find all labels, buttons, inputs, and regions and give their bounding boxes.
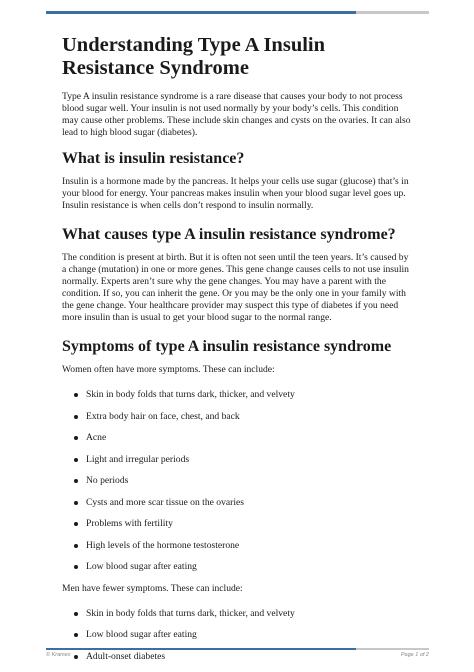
list-item xyxy=(62,411,414,423)
list-item xyxy=(62,475,414,487)
top-rule-accent xyxy=(46,11,356,14)
footer-rule-accent xyxy=(46,648,356,650)
section-heading-insulin-resistance: What is insulin resistance? xyxy=(62,150,245,167)
bullet-icon xyxy=(74,393,78,397)
list-item xyxy=(62,497,414,509)
bullet-icon xyxy=(74,458,78,462)
men-symptoms-lead: Men have fewer symptoms. These can include: xyxy=(62,582,243,594)
list-item xyxy=(62,608,414,620)
section-heading-causes: What causes type A insulin resistance syndrome? xyxy=(62,226,396,243)
page-footer xyxy=(46,652,429,662)
list-item-text: Adult-onset diabetes xyxy=(86,650,166,662)
bullet-icon xyxy=(74,479,78,483)
list-item xyxy=(62,561,414,573)
section-text-causes: The condition is present at birth. But it is often not seen until the teen years. It’s caused by a change (mutation) in one or more genes. This gene change causes cells to not use insulin normally. Experts aren’t sure why the gene changes. You may have a parent with the condition. If so, you can inherit the gene. Or you may be the only one in your family with the gene change. Your healthcare provider may suspect this type of diabetes if you need more insulin than is usual to get your blood sugar to the normal range. xyxy=(62,252,409,323)
list-item-text: No periods xyxy=(86,475,129,486)
bullet-icon xyxy=(74,633,78,637)
document-body xyxy=(62,34,414,672)
bullet-icon xyxy=(74,544,78,548)
list-item xyxy=(62,629,414,641)
footer-rule-gray xyxy=(356,648,429,650)
bullet-icon xyxy=(74,612,78,616)
bullet-icon xyxy=(74,436,78,440)
list-item xyxy=(62,454,414,466)
section-text-insulin-resistance: Insulin is a hormone made by the pancreas. It helps your cells use sugar (glucose) that’s in your blood for energy. Your pancreas makes insulin when your blood sugar level goes up. Insulin resistance is when cells don’t respond to insulin normally. xyxy=(62,176,409,211)
footer-page-number: Page 1 of 2 xyxy=(400,652,429,658)
list-item-text: Skin in body folds that turns dark, thicker, and velvety xyxy=(86,607,295,619)
bullet-icon xyxy=(74,501,78,505)
list-item xyxy=(62,389,414,401)
list-item-text: Extra body hair on face, chest, and back xyxy=(86,410,240,422)
list-item-text: Low blood sugar after eating xyxy=(86,561,197,572)
bullet-icon xyxy=(74,565,78,569)
bullet-icon xyxy=(74,522,78,526)
list-item xyxy=(62,432,414,444)
list-item-text: Skin in body folds that turns dark, thicker, and velvety xyxy=(86,389,295,400)
footer-rule xyxy=(46,648,429,650)
list-item xyxy=(62,518,414,530)
list-item-text: Low blood sugar after eating xyxy=(86,629,197,640)
list-item-text: Acne xyxy=(86,432,107,443)
list-item xyxy=(62,540,414,552)
page-title: Understanding Type A Insulin Resistance Syndrome xyxy=(62,34,326,79)
bullet-icon xyxy=(74,415,78,419)
list-item-text: Problems with fertility xyxy=(86,518,173,529)
women-symptoms-lead: Women often have more symptoms. These can include: xyxy=(62,364,275,375)
footer-copyright: © Krames xyxy=(46,652,71,658)
intro-paragraph: Type A insulin resistance syndrome is a rare disease that causes your body to not process blood sugar well. Your insulin is not used normally by your body’s cells. This condition may cause other problems. These include skin changes and cysts on the ovaries. It can also lead to high blood sugar (diabetes). xyxy=(62,91,411,138)
list-item-text: Light and irregular periods xyxy=(86,453,190,465)
women-symptoms-list xyxy=(62,389,414,573)
top-rule xyxy=(46,11,429,14)
top-rule-gray xyxy=(356,11,429,14)
list-item-text: High levels of the hormone testosterone xyxy=(86,539,240,551)
section-heading-symptoms: Symptoms of type A insulin resistance syndrome xyxy=(62,338,392,355)
list-item-text: Cysts and more scar tissue on the ovaries xyxy=(86,496,244,508)
